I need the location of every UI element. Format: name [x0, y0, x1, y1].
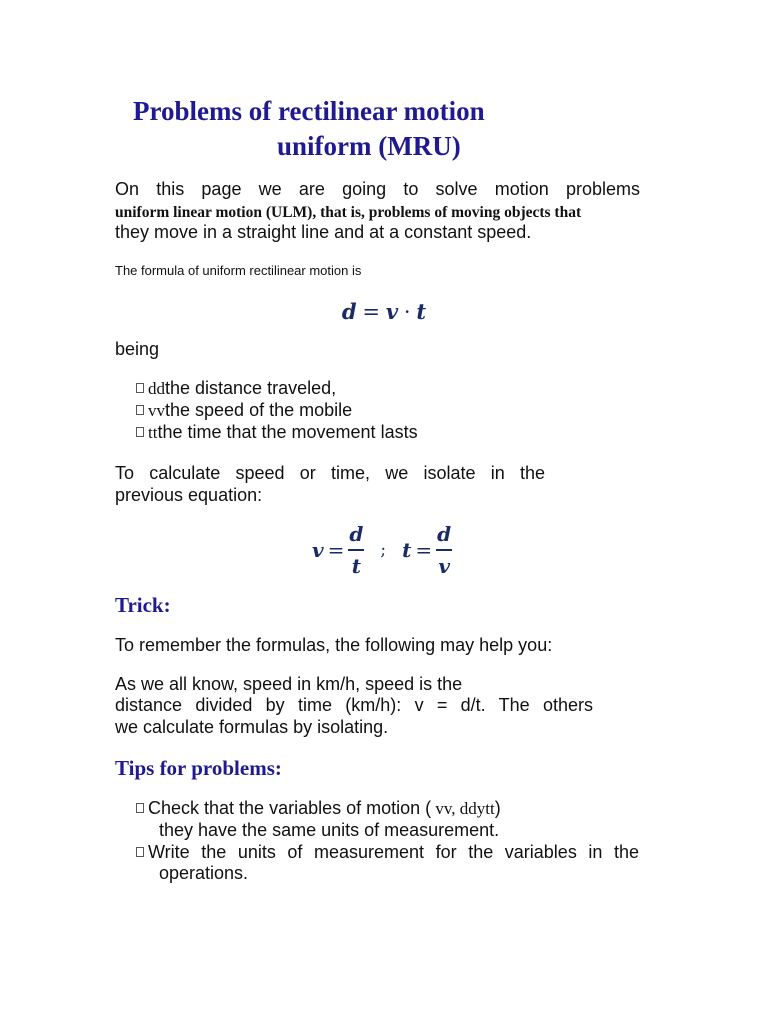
tip-item-1-line-2: they have the same units of measurement. — [159, 820, 500, 840]
tip-item-2-line-2: operations. — [159, 863, 249, 883]
fraction-d-over-t: $\frac{d}{t}$ — [349, 522, 364, 578]
formula2-equals: = — [327, 538, 345, 562]
definition-item-v: vvthe speed of the mobile — [136, 400, 352, 421]
trick-text-2-line-3: we calculate formulas by isolating. — [115, 717, 389, 737]
formula-d: d — [341, 299, 357, 324]
formula-main — [0, 299, 768, 325]
intro-line-1: On this page we are going to solve motion problems — [115, 179, 640, 199]
definition-item-t: ttthe time that the movement lasts — [136, 422, 418, 443]
bullet-box-icon — [136, 803, 144, 813]
trick-heading: Trick: — [115, 593, 171, 617]
isolate-line-2: previous equation: — [115, 485, 263, 505]
trick-text-1: To remember the formulas, the following may help you: — [115, 635, 553, 655]
being-label: being — [115, 339, 160, 359]
formula2-t: t — [402, 538, 412, 562]
intro-line-2: uniform linear motion (ULM), that is, problems of moving objects that — [115, 204, 582, 221]
formula-isolated — [312, 520, 452, 580]
definition-item-d: ddthe distance traveled, — [136, 378, 336, 399]
trick-text-2-line-2: distance divided by time (km/h): v = d/t. The others — [115, 695, 593, 715]
formula-dot: · — [403, 300, 411, 324]
page-title-line-1: Problems of rectilinear motion — [133, 96, 485, 126]
formula-t: t — [416, 299, 427, 324]
bullet-box-icon — [136, 383, 144, 393]
fraction-d-over-v: $\frac{d}{v}$ — [437, 522, 452, 578]
formula-v: v — [385, 299, 399, 324]
tip-item-2: Write the units of measurement for the variables in the — [136, 842, 639, 863]
tip-item-1: Check that the variables of motion ( vv, ddytt) — [136, 798, 501, 819]
formula2-separator: ; — [380, 540, 387, 560]
formula2-equals-2: = — [415, 538, 433, 562]
bullet-box-icon — [136, 427, 144, 437]
formula-intro: The formula of uniform rectilinear motion is — [115, 263, 362, 278]
page-title-line-2: uniform (MRU) — [277, 131, 461, 161]
tips-heading: Tips for problems: — [115, 756, 282, 780]
bullet-box-icon — [136, 847, 144, 857]
isolate-line-1: To calculate speed or time, we isolate in the — [115, 463, 545, 483]
bullet-box-icon — [136, 405, 144, 415]
formula2-v: v — [312, 538, 324, 562]
trick-text-2-line-1: As we all know, speed in km/h, speed is the — [115, 674, 463, 694]
intro-line-3: they move in a straight line and at a constant speed. — [115, 222, 532, 242]
formula-equals: = — [362, 300, 380, 324]
